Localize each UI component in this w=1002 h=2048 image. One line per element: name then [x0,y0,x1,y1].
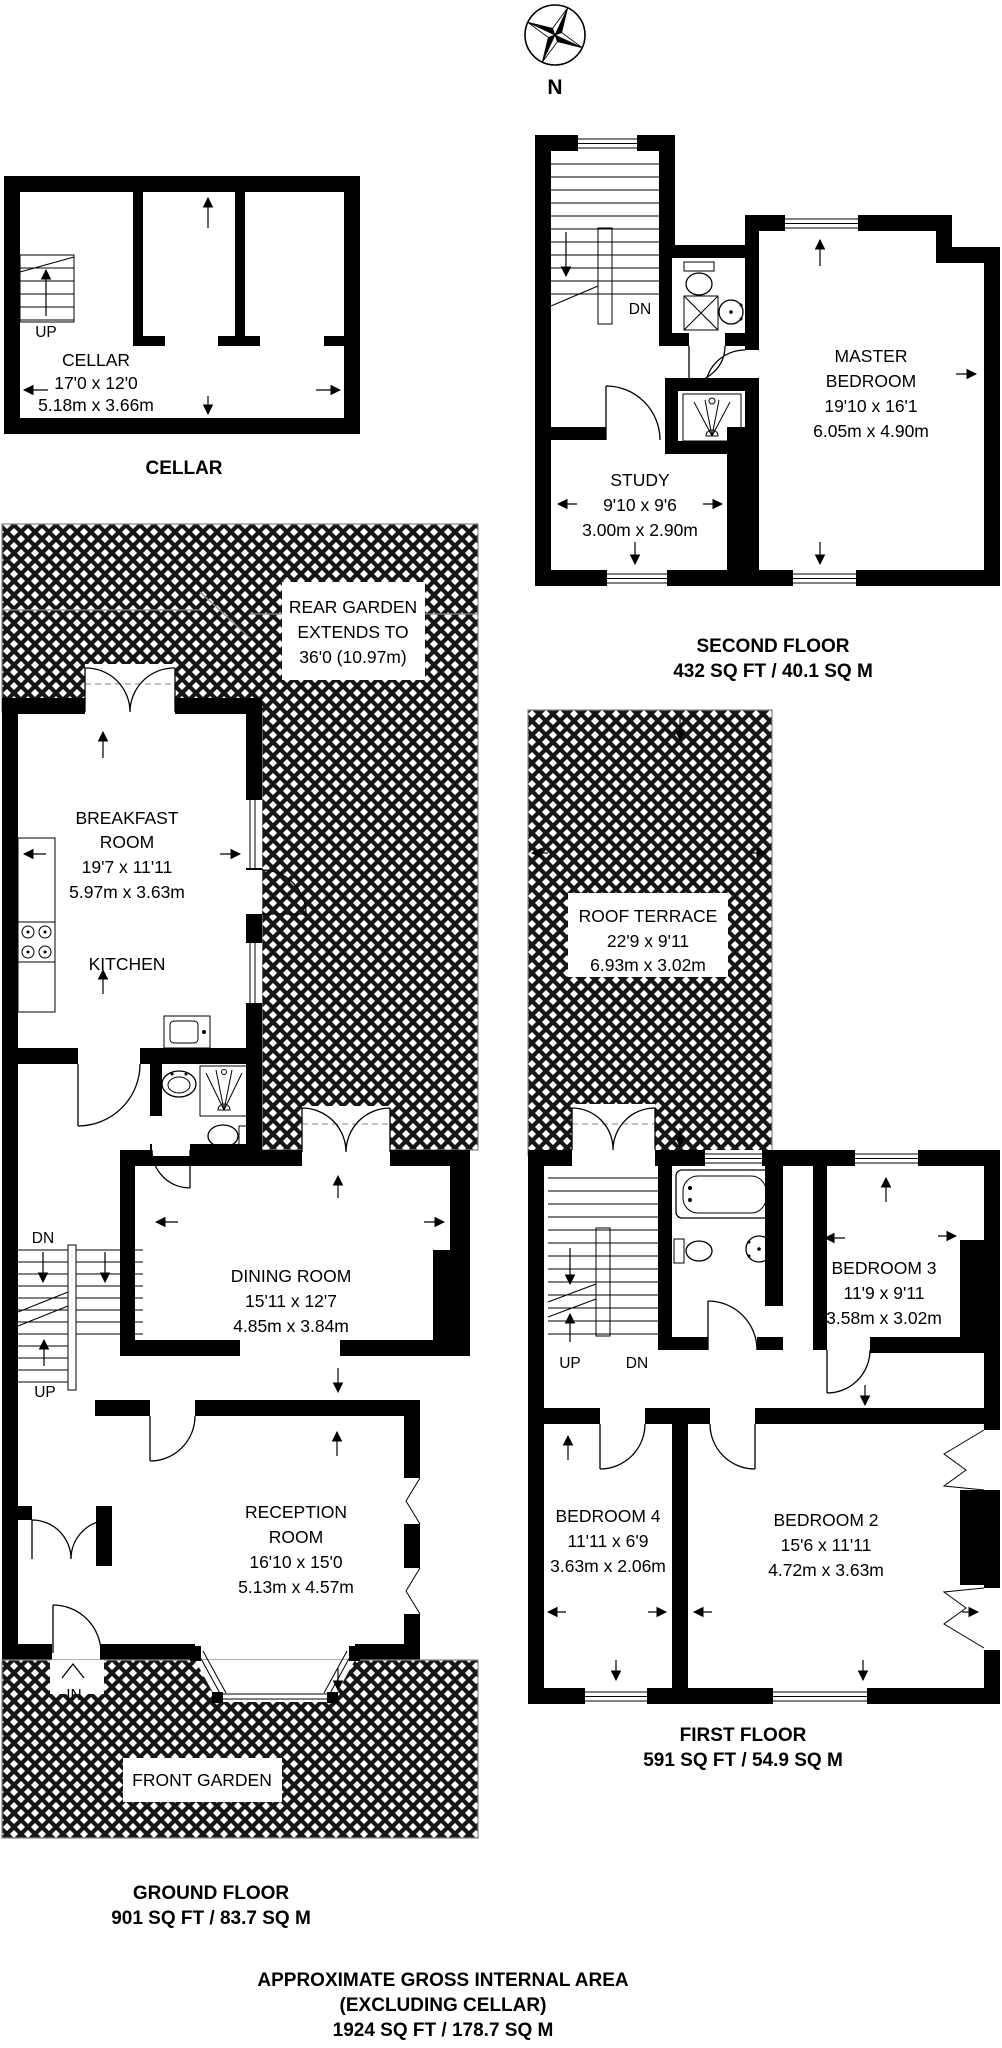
cellar-caption [9,456,359,481]
second-floor-caption [573,634,973,684]
first-floor-plan [520,705,1002,1715]
svg-text:ROOM: ROOM [99,832,155,852]
compass-north-label: N [547,76,563,98]
rear-garden-line2: EXTENDS TO [297,622,409,642]
bedroom2-label [768,1510,884,1580]
first-floor-dn-label: DN [625,1355,649,1372]
footer-summary [143,1968,743,2043]
svg-text:9'10 x 9'6: 9'10 x 9'6 [603,495,677,515]
in-label: IN [66,1687,82,1704]
second-floor-dn-label: DN [628,301,652,318]
svg-text:5.97m x 3.63m: 5.97m x 3.63m [69,882,185,902]
first-floor-up-label: UP [559,1355,581,1372]
first-floor-caption [543,1723,943,1773]
kitchen-label: KITCHEN [88,954,166,974]
first-floor-interior [528,1150,1000,1704]
svg-text:ROOM: ROOM [268,1527,324,1547]
svg-text:MASTER: MASTER [834,346,908,366]
second-floor-plan [530,130,1002,605]
svg-text:DINING ROOM: DINING ROOM [230,1266,352,1286]
cellar-room-imperial: 17'0 x 12'0 [54,373,138,393]
svg-text:RECEPTION: RECEPTION [244,1502,348,1522]
rear-garden-label-box [282,582,425,680]
ground-floor-up-label: UP [34,1384,56,1401]
terrace-french-doors [572,1104,655,1166]
svg-text:BREAKFAST: BREAKFAST [75,808,179,828]
svg-text:15'11 x 12'7: 15'11 x 12'7 [245,1291,337,1311]
roof-terrace-label-box [568,893,728,977]
cellar-room-metric: 5.18m x 3.66m [38,395,154,415]
cellar-up-label: UP [35,324,57,341]
footer-line3: 1924 SQ FT / 178.7 SQ M [332,2020,554,2041]
ground-floor-plan [0,520,490,1850]
svg-text:BEDROOM 4: BEDROOM 4 [555,1506,661,1526]
svg-text:19'7 x 11'11: 19'7 x 11'11 [81,857,173,877]
roof-terrace-metric: 6.93m x 3.02m [590,955,706,975]
svg-text:STUDY: STUDY [610,470,670,490]
svg-text:11'11 x 6'9: 11'11 x 6'9 [567,1531,649,1551]
cellar-room-name: CELLAR [61,350,131,370]
svg-text:3.58m x 3.02m: 3.58m x 3.02m [826,1308,942,1328]
cellar-caption-title: CELLAR [145,458,223,479]
knock-through-opening [240,1340,340,1356]
bathroom-door-gap [152,1144,190,1156]
ground-floor-caption [11,1881,411,1931]
ground-floor-dn-label: DN [31,1230,55,1247]
compass-rose-icon [503,2,607,98]
kitchen-block-interior [2,698,262,1150]
svg-text:16'10 x 15'0: 16'10 x 15'0 [249,1552,343,1572]
svg-text:3.00m x 2.90m: 3.00m x 2.90m [582,520,698,540]
svg-text:4.72m x 3.63m: 4.72m x 3.63m [768,1560,884,1580]
rear-garden-line1: REAR GARDEN [288,597,418,617]
first-floor-caption-area: 591 SQ FT / 54.9 SQ M [643,1750,843,1771]
rear-garden-line3: 36'0 (10.97m) [299,647,407,667]
dining-room-label [231,1266,352,1336]
svg-text:4.85m x 3.84m: 4.85m x 3.84m [233,1316,349,1336]
roof-terrace-name: ROOF TERRACE [578,906,718,926]
second-floor-caption-title: SECOND FLOOR [696,636,850,657]
footer-line2: (EXCLUDING CELLAR) [339,1995,547,2016]
dining-french-doors [302,1106,390,1166]
front-garden-label-box [123,1758,282,1802]
svg-text:6.05m x 4.90m: 6.05m x 4.90m [813,421,929,441]
footer-line1: APPROXIMATE GROSS INTERNAL AREA [257,1970,629,1991]
first-floor-caption-title: FIRST FLOOR [679,1725,807,1746]
roof-terrace-imperial: 22'9 x 9'11 [606,931,690,951]
svg-text:15'6 x 11'11: 15'6 x 11'11 [780,1535,872,1555]
svg-text:5.13m x 4.57m: 5.13m x 4.57m [238,1577,354,1597]
svg-text:19'10 x 16'1: 19'10 x 16'1 [824,396,918,416]
cellar-floor-plan [0,172,368,442]
ground-floor-caption-title: GROUND FLOOR [132,1883,290,1904]
breakfast-french-doors [85,664,175,714]
svg-text:3.63m x 2.06m: 3.63m x 2.06m [550,1556,666,1576]
svg-text:BEDROOM 3: BEDROOM 3 [831,1258,937,1278]
svg-text:BEDROOM: BEDROOM [825,371,917,391]
svg-text:BEDROOM 2: BEDROOM 2 [773,1510,879,1530]
ground-floor-caption-area: 901 SQ FT / 83.7 SQ M [111,1908,311,1929]
second-floor-caption-area: 432 SQ FT / 40.1 SQ M [673,661,873,682]
front-garden-name: FRONT GARDEN [132,1770,272,1790]
svg-text:11'9 x 9'11: 11'9 x 9'11 [843,1283,925,1303]
bathroom-door-gap [708,1337,757,1350]
